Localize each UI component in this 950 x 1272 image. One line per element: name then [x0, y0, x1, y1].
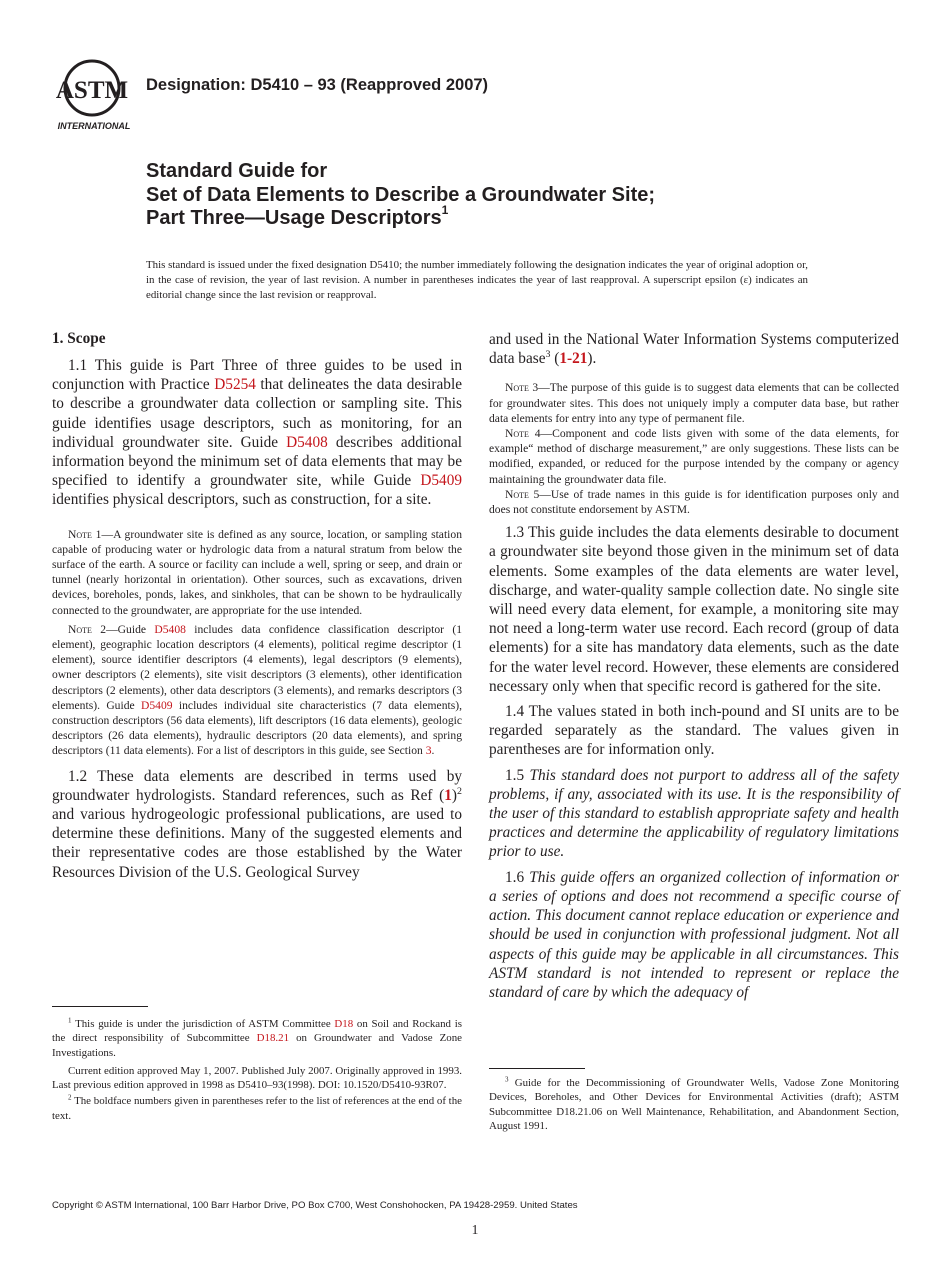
- note-2: Note 2—Guide D5408 includes data confidence classification descriptor (1 element), geographic location descriptors (4 elements), political regime descriptor (1 element), source identifier descriptors (4 elements), legal descriptors (9 elements), owner descriptors (2 elements), site visit descriptors (3 elements), other identification descriptors (2 elements), other data descriptors (3 elements), and remarks descriptors (3 elements). Guide D5409 includes individual site characteristics (7 data elements), construction descriptors (56 data elements), lift descriptors (16 data elements), geologic descriptors (26 data elements), hydraulic descriptors (20 data elements), and spring descriptors (11 data elements). For a list of descriptors in this guide, see Section 3.: [52, 622, 462, 758]
- footnote-rule-right: [489, 1068, 585, 1069]
- astm-logo-mark: [52, 58, 136, 132]
- paragraph-1-2: 1.2 These data elements are described in terms used by groundwater hydrologists. Standard references, such as Ref $(1)^2$ and various hydrogeologic professional publications, are used to determine these definitions. Many of the suggested elements and their representative codes are those established by the Water Resources Division of the U.S. Geological Survey: [52, 767, 462, 881]
- link-d5254[interactable]: D5254: [214, 376, 256, 394]
- title-line-3: [146, 203, 655, 231]
- link-d18-21[interactable]: D18.21: [256, 1032, 290, 1045]
- copyright: Copyright © ASTM International, 100 Barr Harbor Drive, PO Box C700, West Conshohocken, PA 19428-2959. United States: [52, 1200, 578, 1211]
- right-column: [489, 330, 899, 1002]
- astm-logo: [52, 58, 136, 132]
- note-5: Note 5—Use of trade names in this guide is for identification purposes only and does not constitute endorsement by ASTM.: [489, 487, 899, 517]
- document-title: [146, 160, 655, 231]
- designation: Designation: D5410 – 93 (Reapproved 2007): [146, 76, 489, 94]
- note-1: Note 1—A groundwater site is defined as any source, location, or sampling station capable of producing water or hydrologic data from a natural stratum from below the surface of the earth. A source or facility can include a well, spring or seep, and drain or tunnel (nearly horizontal in orientation). Other sources, such as excavations, driven devices, boreholes, ponds, lakes, and sinkholes, that can be shown to be hydraulically connected to the groundwater, are appropriate for the use intended.: [52, 527, 462, 617]
- ref-1[interactable]: 1: [444, 786, 452, 804]
- title-line-1: Standard Guide for: [146, 160, 328, 182]
- issuance-statement: This standard is issued under the fixed designation D5410; the number immediately following the designation indicates the year of original adoption or, in the case of revision, the year of last revision. A number in parentheses indicates the year of last reapproval. A superscript epsilon (ε) indicates an editorial change since the last revision or reapproval.: [146, 259, 808, 301]
- link-d5408[interactable]: D5408: [286, 433, 328, 451]
- paragraph-1-4: 1.4 The values stated in both inch-pound and SI units are to be regarded separately as the standard. The values given in parentheses are for information only.: [489, 703, 899, 759]
- footnote-1: $^1$ This guide is under the jurisdiction of ASTM Committee D18 on Soil and Rockand is the direct responsibility of Subcommittee D18.21 on Groundwater and Vadose Zone Investigations.: [52, 1016, 462, 1059]
- footnote-2: $^2$ The boldface numbers given in parentheses refer to the list of references at the end of the text.: [52, 1093, 462, 1122]
- title-footnote-ref: 1: [441, 203, 449, 218]
- paragraph-1-6: 1.6 This guide offers an organized collection of information or a series of options and does not recommend a specific course of action. This document cannot replace education or experience and should be used in conjunction with professional judgment. Not all aspects of this guide may be applicable in all circumstances. This ASTM standard is not intended to represent or replace the standard of care by which the adequacy of: [489, 868, 899, 1001]
- note-4: Note 4—Component and code lists given with some of the data elements, for example“ method of discharge measurement,” are only suggestions. These lists can be modified, expanded, or reduced for the purpose intended by the company or agency maintaining the groundwater data file.: [489, 427, 899, 486]
- title-line-2: Set of Data Elements to Describe a Groundwater Site;: [146, 183, 656, 206]
- link-d5409-note[interactable]: D5409: [141, 698, 173, 712]
- paragraph-1-3: 1.3 This guide includes the data elements desirable to document a groundwater site beyond those given in the minimum set of data elements. Some examples of the data elements are water level, discharge, and water-quality sample collection date. No single site will need every data element, for example, a monitoring site may not need a long-term water use record. Each record (group of data elements) for a site has mandatory data elements, such as the date for the water level record. However, these elements are considered necessary only when that specific record is gathered for the site.: [489, 524, 899, 695]
- logo-subtext: INTERNATIONAL: [57, 121, 131, 131]
- note-3: Note 3—The purpose of this guide is to suggest data elements that can be collected for groundwater sites. This does not uniquely imply a computer data base, but rather data elements for entry into any type of permanent file.: [489, 381, 899, 425]
- section-heading-scope: 1. Scope: [52, 330, 106, 347]
- link-section-3[interactable]: 3: [425, 744, 432, 758]
- page-number: 1: [471, 1222, 479, 1237]
- link-d5408-note[interactable]: D5408: [154, 622, 186, 636]
- footnotes-left: [52, 1017, 462, 1123]
- paragraph-1-5: 1.5 This standard does not purport to address all of the safety problems, if any, associated with its use. It is the responsibility of the user of this standard to establish appropriate safety and health practices and determine the applicability of regulatory limitations prior to use.: [489, 766, 900, 861]
- paragraph-1-1: 1.1 This guide is Part Three of three guides to be used in conjunction with Practice D5254 that delineates the data desirable to describe a groundwater data collection or sampling site. This guide identifies usage descriptors, such as monitoring, for an individual groundwater site. Guide D5408 describes additional information beyond the minimum set of data elements that may be specified to identify a groundwater site, while Guide D5409 identifies physical descriptors, such as construction, for a site.: [52, 357, 462, 509]
- footnote-3: $^3$ Guide for the Decommissioning of Groundwater Wells, Vadose Zone Monitoring Devices, Boreholes, and Other Devices for Environmental Activities (draft); ASTM Subcommittee D18.21.06 on Well Maintenance, Rehabilitation, and Abandonment Section, August 1991.: [489, 1075, 899, 1132]
- title-line-3-text: Part Three—Usage Descriptors: [146, 207, 442, 229]
- footnote-rule-left: [52, 1006, 148, 1007]
- link-d5409[interactable]: D5409: [420, 472, 462, 490]
- footnotes-right: [489, 1076, 899, 1133]
- logo-letters: ASTM: [55, 77, 129, 104]
- link-d18[interactable]: D18: [334, 1018, 354, 1030]
- left-column: [52, 330, 462, 882]
- ref-1-21[interactable]: 1-21: [559, 350, 588, 368]
- paragraph-1-2-continued: and used in the National Water Information Systems computerized data base$^3$ (1-21).: [489, 331, 899, 368]
- footnote-1-edition: Current edition approved May 1, 2007. Published July 2007. Originally approved in 1993. Last previous edition approved in 1998 as D5410–93(1998). DOI: 10.1520/D5410-93R07.: [52, 1064, 462, 1092]
